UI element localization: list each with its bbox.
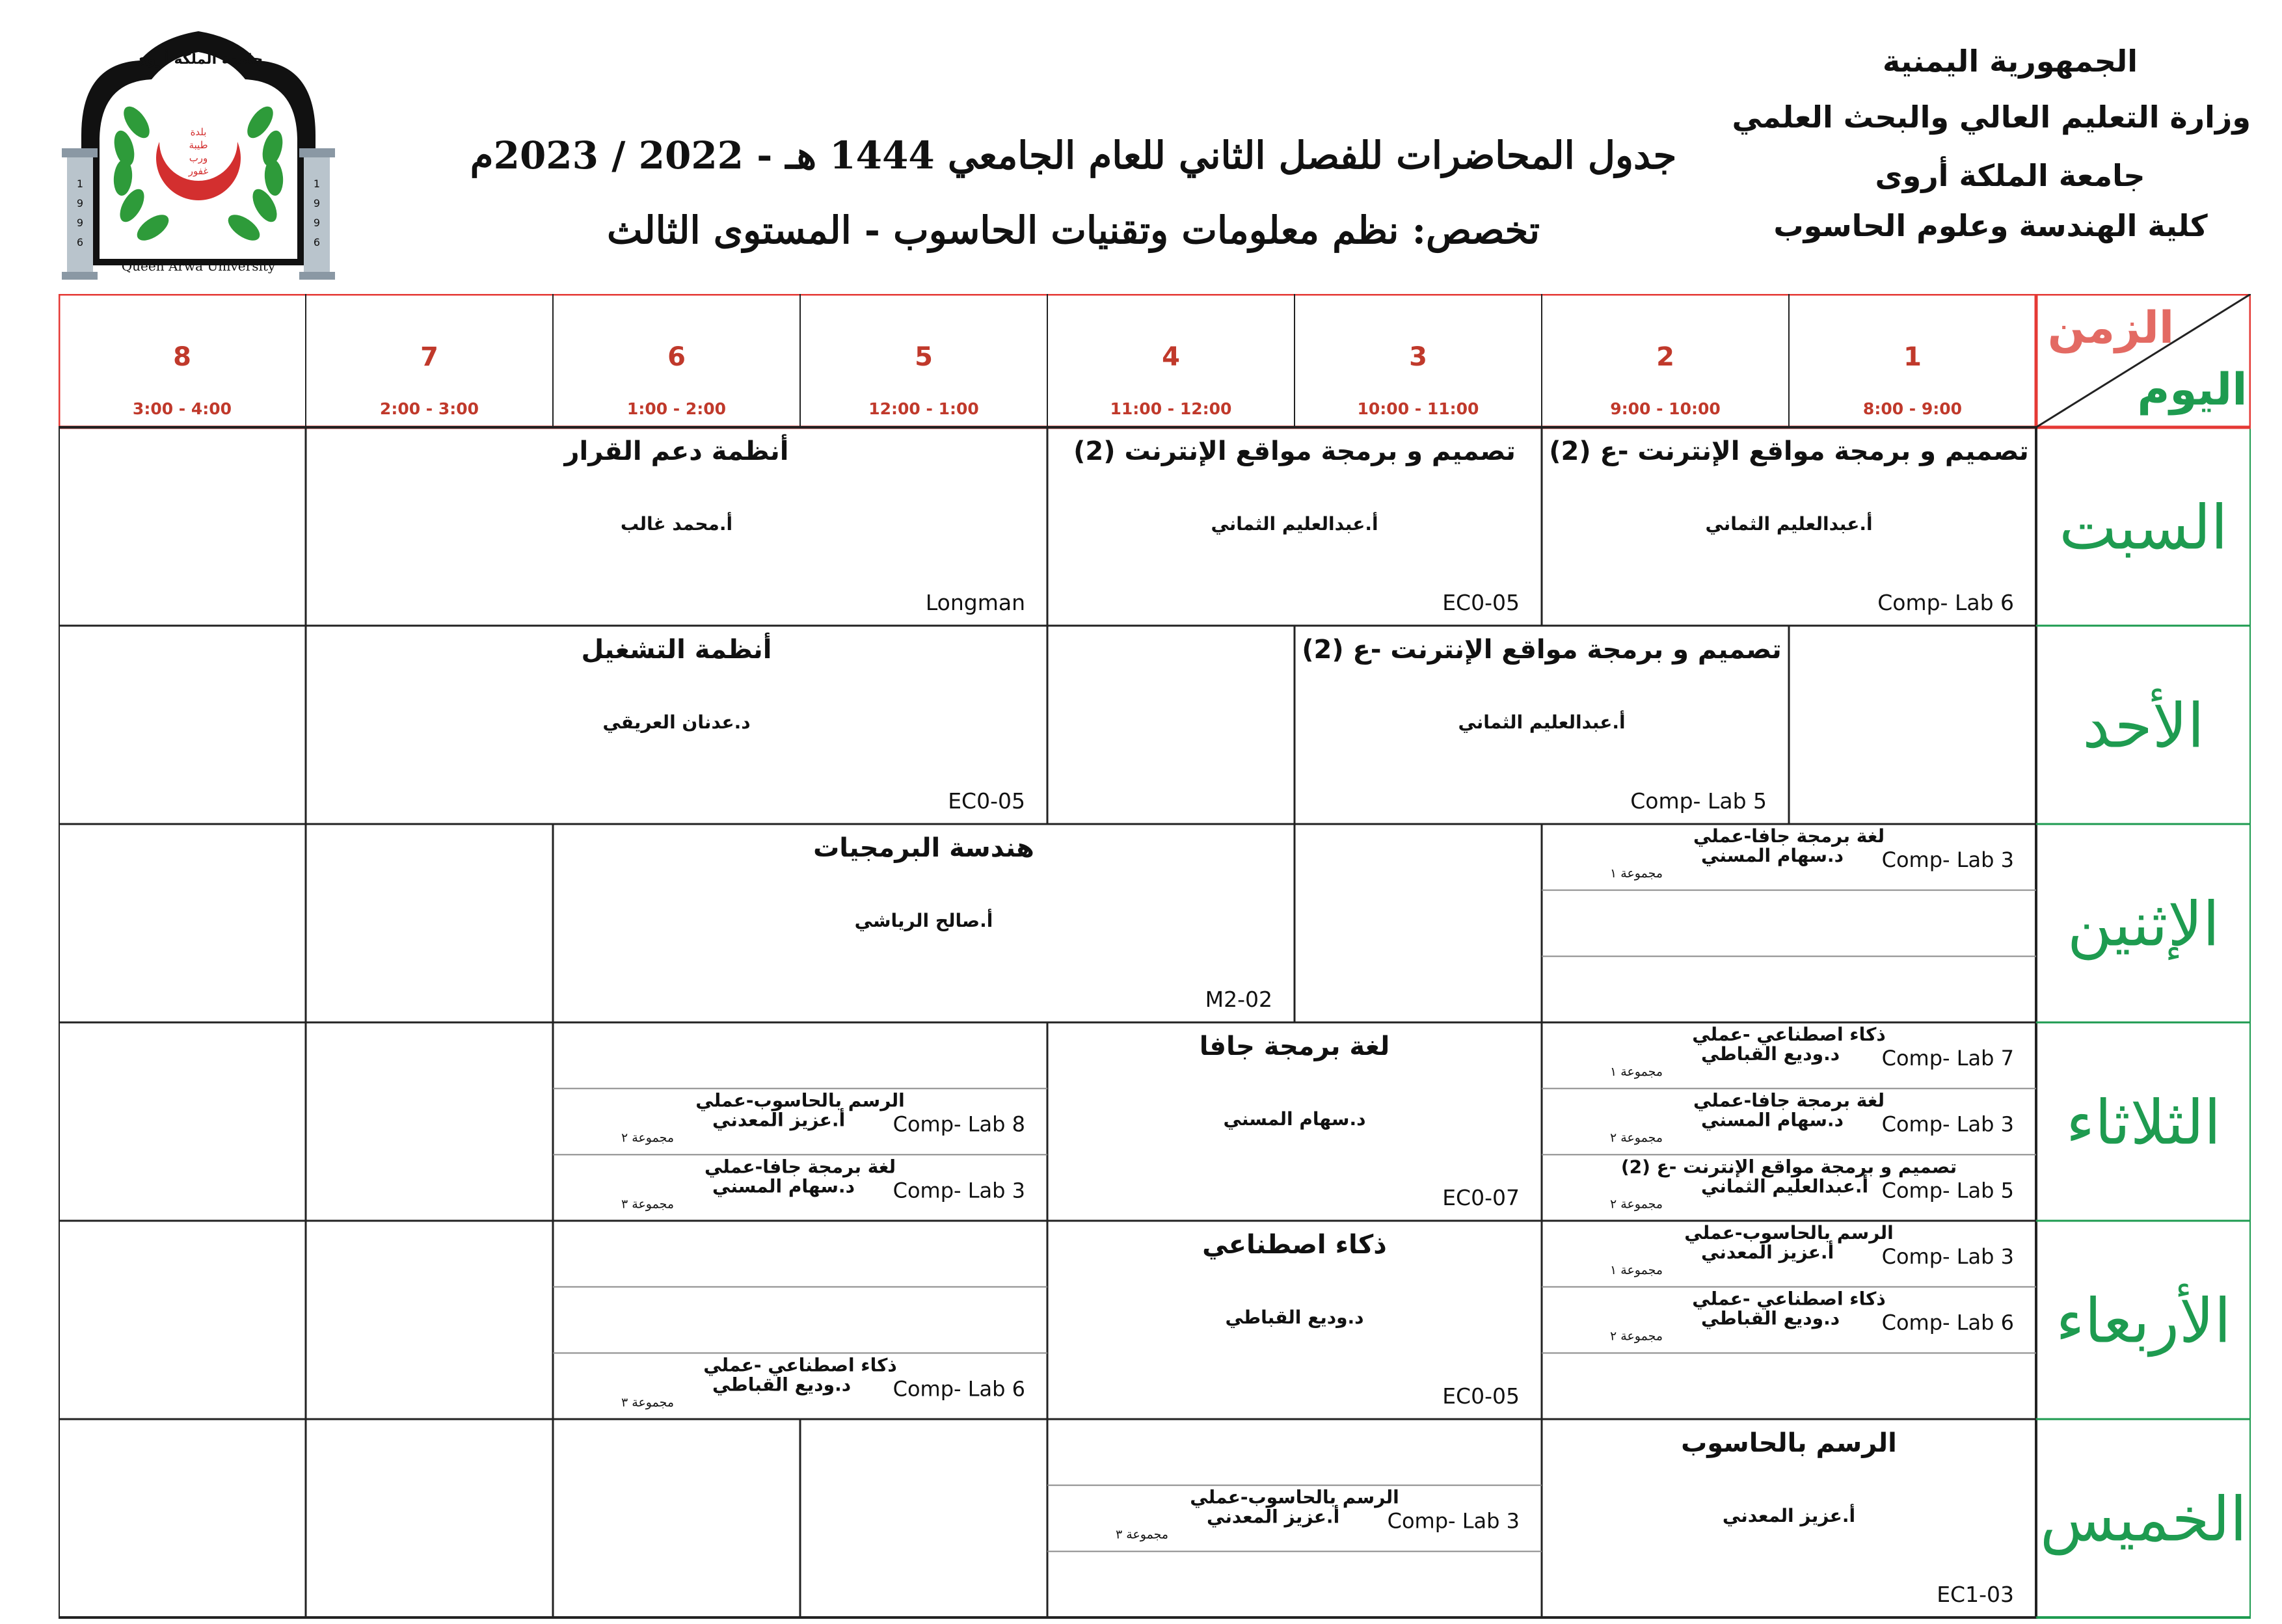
lab-session-instructor: أ.عزيز المعدني <box>712 1109 846 1131</box>
lab-session-room: Comp- Lab 6 <box>893 1376 1025 1402</box>
lab-session-title: ذكاء اصطناعي -عملي <box>1692 1288 1886 1310</box>
course-instructor: د.عدنان العريقي <box>602 712 751 733</box>
period-time-range: 3:00 - 4:00 <box>132 399 232 418</box>
lab-session-room: Comp- Lab 6 <box>1881 1310 2014 1335</box>
course-room: EC0-07 <box>1442 1185 1520 1210</box>
lab-session-room: Comp- Lab 3 <box>1881 1244 2014 1269</box>
course-room: M2-02 <box>1205 987 1272 1012</box>
course-instructor: أ.محمد غالب <box>620 513 733 535</box>
course-title: أنظمة دعم القرار <box>564 436 789 466</box>
lab-session-instructor: أ.عزيز المعدني <box>1207 1506 1340 1528</box>
course-instructor: أ.عبدالعليم الثماني <box>1705 513 1873 535</box>
lab-session-instructor: د.وديع القباطي <box>1701 1307 1840 1329</box>
logo-left-column <box>62 148 98 280</box>
course-title: تصميم و برمجة مواقع الإنترنت (2) <box>1073 436 1516 466</box>
lab-session-group: مجموعة ٢ <box>621 1130 675 1145</box>
period-time-range: 8:00 - 9:00 <box>1862 399 1963 418</box>
university-logo <box>62 25 335 282</box>
lab-session-room: Comp- Lab 3 <box>1881 1112 2014 1137</box>
lab-session-instructor: د.سهام المسني <box>1701 845 1844 866</box>
course-title: الرسم بالحاسوب <box>1681 1428 1897 1458</box>
lab-session-room: Comp- Lab 3 <box>1881 847 2014 872</box>
corner-day-label: اليوم <box>2137 364 2248 416</box>
lab-session-title: تصميم و برمجة مواقع الإنترنت -ع (2) <box>1620 1156 1957 1178</box>
logo-year-right-3: 9 <box>313 217 321 229</box>
period-number: 3 <box>1409 342 1427 372</box>
course-instructor: أ.عبدالعليم الثماني <box>1458 712 1626 733</box>
lab-session-room: Comp- Lab 5 <box>1881 1178 2014 1203</box>
lab-session-group: مجموعة ٣ <box>1116 1527 1169 1542</box>
day-name: الثلاثاء <box>2065 1087 2222 1159</box>
course-instructor: أ.عزيز المعدني <box>1722 1505 1856 1526</box>
lab-session-title: الرسم بالحاسوب-عملي <box>1684 1222 1894 1244</box>
period-number: 2 <box>1656 342 1674 372</box>
course-title: تصميم و برمجة مواقع الإنترنت -ع (2) <box>1549 436 2029 466</box>
period-time-range: 9:00 - 10:00 <box>1610 399 1721 418</box>
course-instructor: د.وديع القباطي <box>1225 1307 1364 1328</box>
course-title: لغة برمجة جافا <box>1199 1032 1390 1061</box>
logo-center-line-2: طيبة <box>189 139 208 151</box>
period-number: 1 <box>1903 342 1922 372</box>
lab-session-title: ذكاء اصطناعي -عملي <box>703 1354 897 1376</box>
logo-center-line-4: غفور <box>188 165 209 177</box>
day-name: الخميس <box>2040 1484 2247 1556</box>
period-time-range: 11:00 - 12:00 <box>1110 399 1232 418</box>
course-room: Comp- Lab 6 <box>1877 590 2014 615</box>
period-number: 4 <box>1162 342 1180 372</box>
lab-session-group: مجموعة ٢ <box>1610 1329 1663 1344</box>
lab-session-group: مجموعة ٣ <box>621 1395 675 1410</box>
logo-year-left-2: 9 <box>76 197 84 209</box>
lab-session-title: لغة برمجة جافا-عملي <box>1693 1089 1885 1112</box>
lab-session-room: Comp- Lab 7 <box>1881 1046 2014 1071</box>
course-room: EC0-05 <box>1442 590 1520 615</box>
ministry-line-2: وزارة التعليم العالي والبحث العلمي <box>1732 100 2251 135</box>
lab-session-title: لغة برمجة جافا-عملي <box>1693 825 1885 847</box>
corner-time-label: الزمن <box>2047 302 2175 354</box>
lab-session-group: مجموعة ٢ <box>1610 1197 1663 1212</box>
logo-center-line-3: ورب <box>189 152 208 164</box>
logo-year-left-1: 1 <box>76 178 84 190</box>
lab-session-instructor: أ.عبدالعليم الثماني <box>1701 1175 1869 1197</box>
lab-session-group: مجموعة ٢ <box>1610 1130 1663 1145</box>
lab-session-group: مجموعة ١ <box>1610 866 1663 881</box>
lab-session-instructor: د.وديع القباطي <box>712 1374 852 1396</box>
page-title: جدول المحاضرات للفصل الثاني للعام الجامعي 1444 هـ - 2022 / 2023م <box>470 133 1677 178</box>
course-title: هندسة البرمجيات <box>813 833 1034 863</box>
course-room: Comp- Lab 5 <box>1630 788 1767 814</box>
logo-year-left-4: 6 <box>76 236 84 248</box>
period-number: 8 <box>173 342 191 372</box>
lab-session-room: Comp- Lab 8 <box>893 1112 1025 1137</box>
lab-session-title: ذكاء اصطناعي -عملي <box>1692 1024 1886 1045</box>
lab-session-title: الرسم بالحاسوب-عملي <box>1190 1486 1399 1508</box>
day-name: الأربعاء <box>2056 1286 2231 1357</box>
course-room: EC0-05 <box>948 788 1025 814</box>
day-name: السبت <box>2059 492 2228 564</box>
lab-session-instructor: د.سهام المسني <box>712 1175 855 1197</box>
lab-session-group: مجموعة ١ <box>1610 1263 1663 1277</box>
logo-year-left-3: 9 <box>76 217 84 229</box>
day-name: الإثنين <box>2067 889 2220 961</box>
logo-year-right-1: 1 <box>313 178 321 190</box>
course-room: EC1-03 <box>1937 1582 2014 1607</box>
lab-session-room: Comp- Lab 3 <box>893 1178 1025 1203</box>
course-title: أنظمة التشغيل <box>581 635 772 665</box>
ministry-line-4: كلية الهندسة وعلوم الحاسوب <box>1773 208 2208 243</box>
ministry-line-3: جامعة الملكة أروى <box>1875 158 2145 193</box>
lab-session-instructor: د.وديع القباطي <box>1701 1043 1840 1065</box>
lab-session-room: Comp- Lab 3 <box>1387 1508 1520 1534</box>
period-time-range: 1:00 - 2:00 <box>626 399 727 418</box>
period-time-range: 10:00 - 11:00 <box>1357 399 1479 418</box>
logo-year-right-2: 9 <box>313 197 321 209</box>
lab-session-group: مجموعة ٣ <box>621 1197 675 1212</box>
period-number: 7 <box>420 342 438 372</box>
lab-session-title: لغة برمجة جافا-عملي <box>704 1156 896 1178</box>
logo-caption: Queen Arwa University <box>121 258 276 274</box>
lab-session-instructor: د.سهام المسني <box>1701 1109 1844 1131</box>
logo-arc-text: جامعة الملكة أروى <box>133 51 263 68</box>
period-time-range: 2:00 - 3:00 <box>379 399 479 418</box>
period-number: 6 <box>667 342 686 372</box>
day-name: الأحد <box>2082 691 2205 762</box>
lab-session-group: مجموعة ١ <box>1610 1065 1663 1079</box>
period-time-range: 12:00 - 1:00 <box>868 399 979 418</box>
course-title: تصميم و برمجة مواقع الإنترنت -ع (2) <box>1302 635 1782 665</box>
logo-center-line-1: بلدة <box>190 126 207 138</box>
course-instructor: أ.صالح الرياشي <box>854 910 993 931</box>
lab-session-instructor: أ.عزيز المعدني <box>1701 1242 1834 1263</box>
course-instructor: أ.عبدالعليم الثماني <box>1211 513 1378 535</box>
page-subtitle: تخصص: نظم معلومات وتقنيات الحاسوب - المستوى الثالث <box>607 208 1540 252</box>
period-number: 5 <box>915 342 933 372</box>
logo-right-column <box>299 148 335 280</box>
course-room: Longman <box>925 590 1025 615</box>
course-room: EC0-05 <box>1442 1383 1520 1409</box>
course-instructor: د.سهام المسني <box>1223 1108 1366 1130</box>
course-title: ذكاء اصطناعي <box>1202 1230 1387 1260</box>
lab-session-title: الرسم بالحاسوب-عملي <box>695 1089 905 1112</box>
logo-year-right-4: 6 <box>313 236 321 248</box>
ministry-line-1: الجمهورية اليمنية <box>1882 44 2138 79</box>
schedule-table <box>59 294 2251 1624</box>
